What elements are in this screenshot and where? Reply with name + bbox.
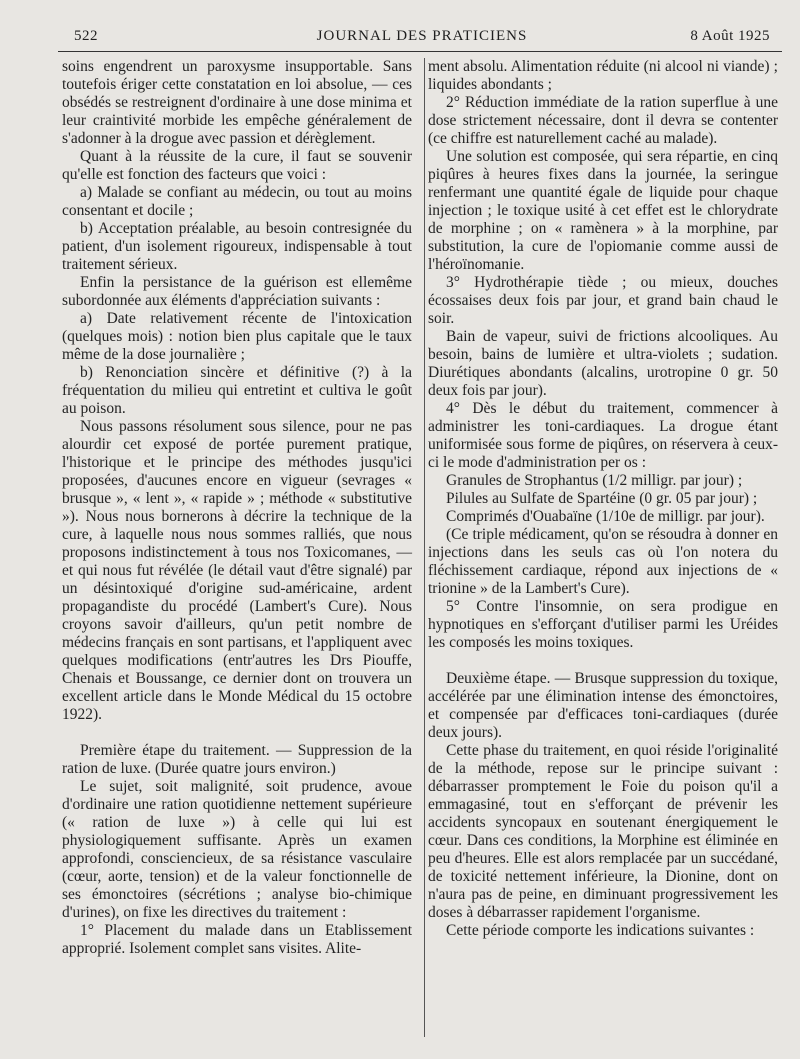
paragraph: a) Malade se confiant au médecin, ou tout au moins consentant et docile ; [62, 184, 412, 219]
list-item: Granules de Strophantus (1/2 milligr. par jour) ; [446, 472, 743, 489]
paragraph: Cette phase du traitement, en quoi réside l'originalité de la méthode, repose sur le principe suivant : débarrasser promptement le Foie du poison qu'il a emmagasiné, tout en s'efforçant de prévenir les accidents syncopaux en soutenant énergiquement le cœur. Dans ces conditions, la Morphine est éliminée en peu d'heures. Elle est alors remplacée par un succédané, de toxicité nettement inférieure, la Dionine, dont on n'aura pas de peine, en diminuant progressivement les doses à débarrasser rapidement l'organisme. [428, 742, 778, 921]
journal-title: JOURNAL DES PRATICIENS [316, 28, 528, 44]
paragraph: Bain de vapeur, suivi de frictions alcooliques. Au besoin, bains de lumière et ultra-violets ; sudation. Diurétiques abondants (alcalins, urotropine 0 gr. 50 deux fois par jour). [428, 328, 778, 399]
section-heading-first-stage: Première étape du traitement. — Suppression de la ration de luxe. (Durée quatre jours environ.) [62, 742, 412, 777]
paragraph: (Ce triple médicament, qu'on se résoudra à donner en injections dans les seuls cas où l'on notera du fléchissement cardiaque, répond aux injections de « trionine » de la Lambert's Cure). [428, 526, 778, 597]
issue-date: 8 Août 1925 [690, 28, 770, 44]
paragraph: 2° Réduction immédiate de la ration superflue à une dose strictement nécessaire, dont il devra se contenter (ce chiffre est naturellement caché au malade). [428, 94, 778, 147]
paragraph: Une solution est composée, qui sera répartie, en cinq piqûres à heures fixes dans la journée, la seringue renfermant une quantité égale de liquide pour chaque injection ; le toxique usité à cet effet est le chlorydrate de morphine ; on « ramènera » à la morphine, par substitution, la cure de l'opiomanie comme aussi de l'héroïnomanie. [428, 148, 778, 273]
paragraph: Le sujet, soit malignité, soit prudence, avoue d'ordinaire une ration quotidienne nettement supérieure (« ration de luxe ») à celle qui lui est physiologiquement suffisante. Après un examen approfondi, consciencieux, de sa résistance vasculaire (cœur, aorte, tension) et de la valeur fonctionnelle de ses émonctoires (sécrétions ; analyse bio-chimique d'urines), on fixe les directives du traitement : [62, 778, 412, 921]
paragraph: 5° Contre l'insomnie, on sera prodigue en hypnotiques en s'efforçant d'utiliser parmi les Uréides les composés les moins toxiques. [428, 598, 778, 651]
list-item: Comprimés d'Ouabaïne (1/10e de milligr. par jour). [446, 508, 765, 525]
list-item: Pilules au Sulfate de Spartéine (0 gr. 05 par jour) ; [446, 490, 758, 507]
paragraph: 4° Dès le début du traitement, commencer à administrer les toni-cardiaques. La drogue étant uniformisée sous forme de piqûres, on réservera à ceux-ci le mode d'administration per os : [428, 400, 778, 471]
paragraph: a) Date relativement récente de l'intoxication (quelques mois) : notion bien plus capitale que le taux même de la dose journalière ; [62, 310, 412, 363]
column-separator [424, 58, 425, 1037]
paragraph: ment absolu. Alimentation réduite (ni alcool ni viande) ; liquides abondants ; [428, 58, 778, 93]
paragraph: b) Renonciation sincère et définitive (?) à la fréquentation du milieu qui entretint et cultiva le goût au poison. [62, 364, 412, 417]
section-heading-second-stage: Deuxième étape. — Brusque suppression du toxique, accélérée par une élimination intense des émonctoires, et compensée par d'efficaces toni-cardiaques (durée deux jours). [428, 670, 778, 741]
paragraph: b) Acceptation préalable, au besoin contresignée du patient, d'un isolement rigoureux, indispensable à tout traitement sérieux. [62, 220, 412, 273]
paragraph: Quant à la réussite de la cure, il faut se souvenir qu'elle est fonction des facteurs que voici : [62, 148, 412, 183]
paragraph: Nous passons résolument sous silence, pour ne pas alourdir cet exposé de portée purement pratique, l'historique et le principe des méthodes jusqu'ici proposées, d'aucunes encore en vigueur (sevrages « brusque », « lent », « rapide » ; méthode « substitutive »). Nous nous bornerons à décrire la technique de la cure, à laquelle nous nous sommes ralliés, que nous proposons indistinctement à tous nos Toxicomanes, — et qui nous fut révélée (le détail vaut d'être signalé) par un désintoxiqué d'origine sud-américaine, ardent propagandiste du procédé (Lambert's Cure). Nous croyons savoir d'ailleurs, qu'un petit nombre de médecins français en sont partisans, et l'appliquent avec quelques modifications (entr'autres les Drs Piouffe, Chenais et Boussange, ce dernier dont on trouvera un excellent article dans le Monde Médical du 15 octobre 1922). [62, 418, 412, 723]
running-header [74, 28, 770, 50]
page-number: 522 [74, 28, 98, 44]
paragraph: soins engendrent un paroxysme insupportable. Sans toutefois ériger cette constatation en loi absolue, — ces obsédés se restreignent d'ordinaire à une dose minima et leur craintivité morbide les empêche généralement de s'adonner à la drogue avec passion et dérèglement. [62, 58, 412, 147]
paragraph: Cette période comporte les indications suivantes : [446, 922, 755, 939]
paragraph: 3° Hydrothérapie tiède ; ou mieux, douches écossaises deux fois par jour, et grand bain chaud le soir. [428, 274, 778, 327]
right-column [428, 58, 778, 940]
paragraph: 1° Placement du malade dans un Etablissement approprié. Isolement complet sans visites. Alite- [62, 922, 412, 957]
paragraph: Enfin la persistance de la guérison est ellemême subordonnée aux éléments d'appréciation suivants : [62, 274, 412, 309]
header-rule [58, 51, 782, 52]
left-column [62, 58, 412, 958]
